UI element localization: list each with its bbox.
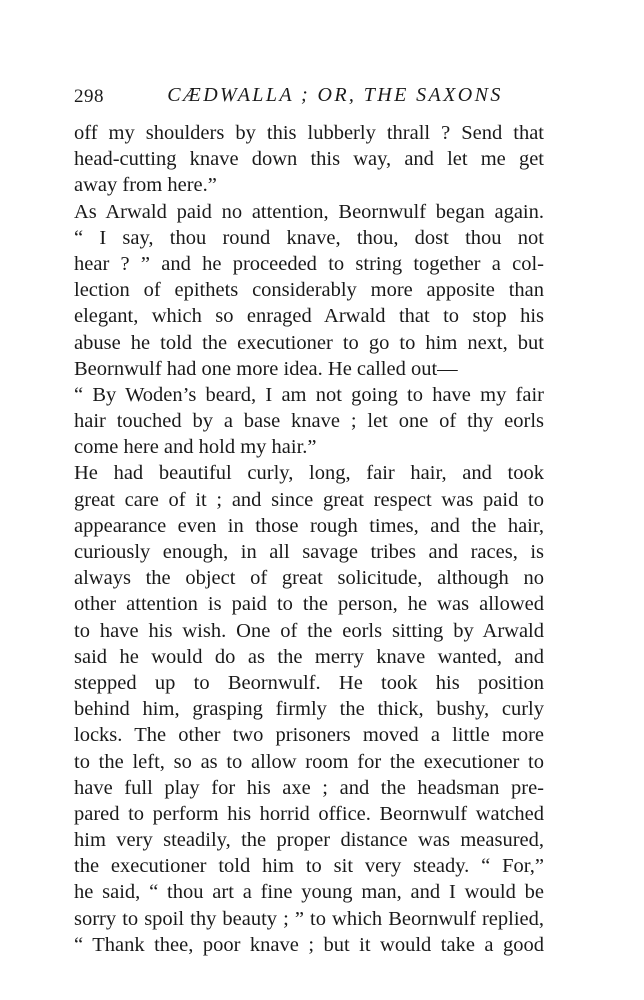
text-line: great care of it ; and since great respect was paid to bbox=[74, 488, 544, 511]
text-line: have full play for his axe ; and the headsman pre- bbox=[74, 776, 544, 799]
text-line: head-cutting knave down this way, and let me get bbox=[74, 148, 544, 171]
text-line: hear ? ” and he proceeded to string together a col- bbox=[74, 252, 544, 275]
text-line: As Arwald paid no attention, Beornwulf began again. bbox=[74, 200, 544, 223]
text-line: stepped up to Beornwulf. He took his position bbox=[74, 671, 544, 694]
text-line: away from here.” bbox=[74, 174, 217, 197]
text-line: Beornwulf had one more idea. He called out— bbox=[74, 357, 458, 380]
text-line: lection of epithets considerably more apposite than bbox=[74, 279, 544, 302]
text-line: “ I say, thou round knave, thou, dost thou not bbox=[74, 226, 544, 249]
book-page bbox=[74, 82, 544, 958]
text-line: to have his wish. One of the eorls sitting by Arwald bbox=[74, 619, 544, 642]
text-line: him very steadily, the proper distance was measured, bbox=[74, 829, 544, 852]
text-line: elegant, which so enraged Arwald that to stop his bbox=[74, 305, 544, 328]
body-text bbox=[74, 120, 544, 958]
text-line: off my shoulders by this lubberly thrall ? Send that bbox=[74, 122, 544, 144]
text-line: other attention is paid to the person, he was allowed bbox=[74, 593, 544, 616]
text-line: always the object of great solicitude, although no bbox=[74, 567, 544, 590]
text-line: abuse he told the executioner to go to him next, but bbox=[74, 331, 544, 354]
text-line: come here and hold my hair.” bbox=[74, 436, 317, 459]
page-number: 298 bbox=[74, 86, 104, 107]
text-line: to the left, so as to allow room for the executioner to bbox=[74, 750, 544, 773]
text-line: behind him, grasping firmly the thick, bushy, curly bbox=[74, 698, 544, 721]
text-line: appearance even in those rough times, and the hair, bbox=[74, 514, 544, 537]
text-line: pared to perform his horrid office. Beornwulf watched bbox=[74, 802, 544, 825]
text-line: the executioner told him to sit very steady. “ For,” bbox=[74, 855, 544, 878]
running-title: CÆDWALLA ; OR, THE SAXONS bbox=[167, 84, 503, 106]
text-line: curiously enough, in all savage tribes and races, is bbox=[74, 541, 544, 563]
text-line: “ Thank thee, poor knave ; but it would take a good bbox=[74, 933, 544, 956]
running-head bbox=[74, 82, 544, 116]
text-line: said he would do as the merry knave wanted, and bbox=[74, 645, 544, 668]
text-line: locks. The other two prisoners moved a little more bbox=[74, 724, 544, 747]
text-line: “ By Woden’s beard, I am not going to have my fair bbox=[74, 383, 544, 406]
text-line: He had beautiful curly, long, fair hair, and took bbox=[74, 462, 544, 485]
text-line: hair touched by a base knave ; let one of thy eorls bbox=[74, 410, 544, 433]
text-line: sorry to spoil thy beauty ; ” to which Beornwulf replied, bbox=[74, 907, 544, 930]
text-line: he said, “ thou art a fine young man, and I would be bbox=[74, 881, 544, 904]
